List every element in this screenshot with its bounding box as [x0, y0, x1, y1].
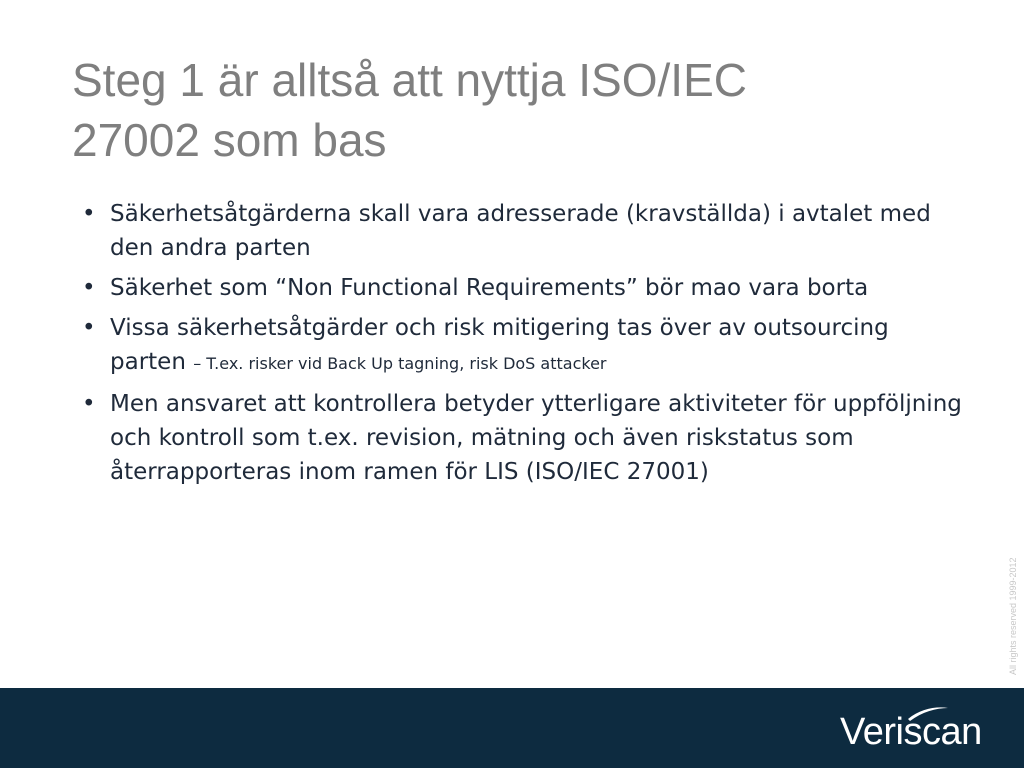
- bullet-text: Säkerhetsåtgärderna skall vara adresserade (kravställda) i avtalet med den andra parten: [110, 201, 931, 261]
- bullet-text: Säkerhet som “Non Functional Requirements” bör mao vara borta: [110, 275, 869, 301]
- copyright-notice: All rights reserved 1999-2012: [1008, 557, 1018, 675]
- bullet-note: – T.ex. risker vid Back Up tagning, risk DoS attacker: [193, 354, 607, 373]
- bullet-item: [82, 387, 962, 489]
- slide-title-line-1: Steg 1 är alltså att nyttja ISO/IEC: [72, 54, 747, 106]
- footer-bar: [0, 688, 1024, 768]
- slide-title: [72, 50, 972, 170]
- bullet-text: Vissa säkerhetsåtgärder och risk mitigering tas över av outsourcing parten: [110, 315, 889, 375]
- bullet-dot-icon: •: [82, 391, 96, 417]
- bullet-item: [82, 311, 962, 381]
- veriscan-logo: [836, 702, 996, 752]
- bullet-item: [82, 271, 962, 305]
- bullet-dot-icon: •: [82, 315, 96, 341]
- bullet-item: [82, 197, 962, 265]
- bullet-text: Men ansvaret att kontrollera betyder ytterligare aktiviteter för uppföljning och kontroll som t.ex. revision, mätning och även riskstatus som återrapporteras inom ramen för LIS (ISO/IEC 27001): [110, 391, 962, 485]
- bullet-dot-icon: •: [82, 201, 96, 227]
- slide-title-line-2: 27002 som bas: [72, 114, 387, 166]
- bullet-list: [82, 197, 962, 495]
- bullet-dot-icon: •: [82, 275, 96, 301]
- logo-wordmark: Veriscan: [840, 711, 982, 752]
